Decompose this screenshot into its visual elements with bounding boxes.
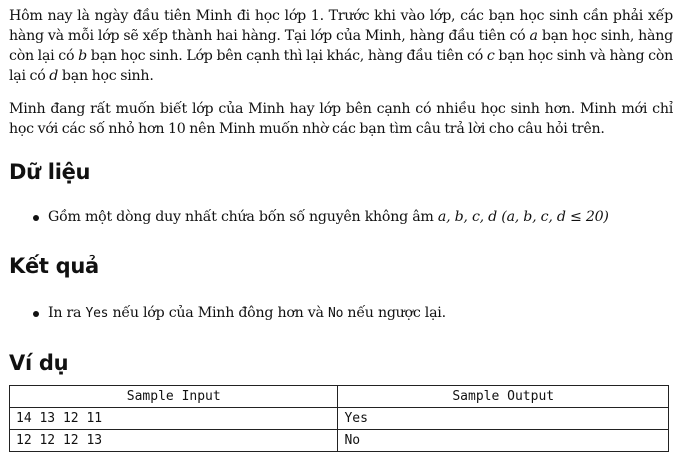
math-variable: a <box>529 28 538 44</box>
output-yes-literal: Yes <box>85 306 109 321</box>
bullet-icon <box>33 215 39 221</box>
problem-statement <box>9 6 673 448</box>
input-list <box>9 207 673 227</box>
input-constraint: (a, b, c, d ≤ 20) <box>501 209 609 225</box>
output-suffix: nếu ngược lại. <box>343 305 446 321</box>
math-variable: c <box>486 48 495 64</box>
input-variables: a, b, c, d <box>437 209 498 225</box>
example-heading: Ví dụ <box>9 351 69 375</box>
sample-input-header: Sample Input <box>10 386 338 408</box>
output-list <box>9 303 673 324</box>
statement-paragraph-1 <box>9 6 673 86</box>
output-heading: Kết quả <box>9 254 99 278</box>
statement-text: bạn học sinh. <box>58 68 154 84</box>
input-description: Gồm một dòng duy nhất chứa bốn số nguyên không âm <box>48 209 438 225</box>
math-variable: b <box>78 48 87 64</box>
statement-text: Hôm nay là ngày đầu tiên Minh đi học lớp 1. Trước khi vào lớp, các bạn học sinh cần phải xếp hàng và mỗi lớp sẽ xếp thành hai hàng. Tại lớp của Minh, hàng đầu tiên có <box>9 8 673 44</box>
output-prefix: In ra <box>48 305 86 321</box>
sample-output-cell: Yes <box>338 408 669 430</box>
sample-output-header: Sample Output <box>338 386 669 408</box>
bullet-icon <box>33 311 39 317</box>
sample-table <box>9 385 669 452</box>
table-row <box>10 408 669 430</box>
sample-table-header-row <box>10 386 669 408</box>
input-list-item <box>9 207 673 227</box>
table-row <box>10 430 669 452</box>
statement-text: bạn học sinh. Lớp bên cạnh thì lại khác, hàng đầu tiên có <box>86 48 487 64</box>
statement-paragraph-2: Minh đang rất muốn biết lớp của Minh hay lớp bên cạnh có nhiều học sinh hơn. Minh mới chỉ học với các số nhỏ hơn 10 nên Minh muốn nhờ các bạn tìm câu trả lời cho câu hỏi trên. <box>9 101 673 137</box>
sample-input-cell: 12 12 12 13 <box>10 430 338 452</box>
output-list-item <box>9 303 673 324</box>
output-middle: nếu lớp của Minh đông hơn và <box>108 305 329 321</box>
statement-text: bạn học sinh và hàng còn lại có <box>9 48 673 84</box>
math-variable: d <box>49 68 59 84</box>
statement-text: bạn học sinh, hàng còn lại có <box>9 28 673 64</box>
sample-input-cell: 14 13 12 11 <box>10 408 338 430</box>
input-heading: Dữ liệu <box>9 160 91 184</box>
sample-output-cell: No <box>338 430 669 452</box>
output-no-literal: No <box>328 306 344 321</box>
